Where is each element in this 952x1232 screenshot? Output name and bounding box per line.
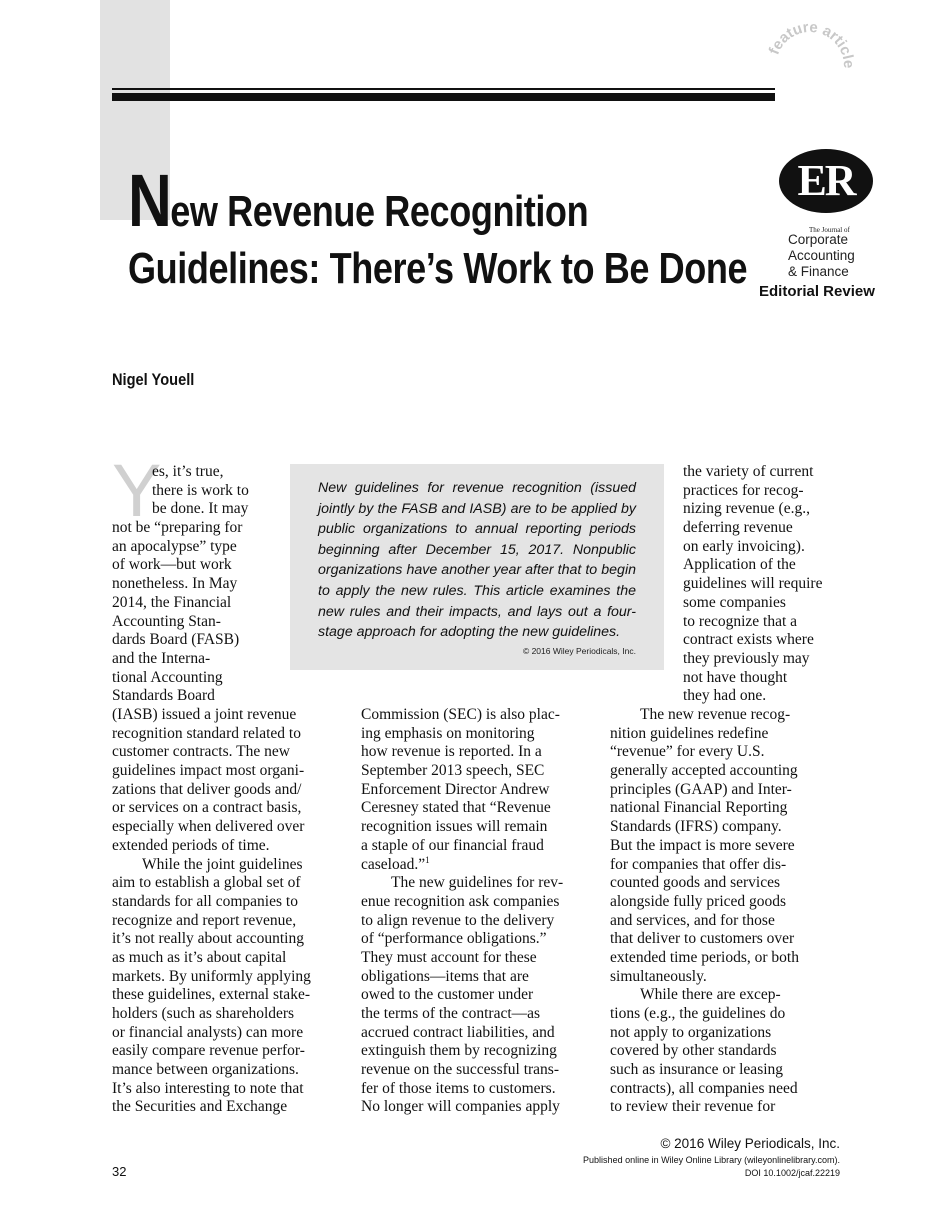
body-text-line: revenue on the successful trans- [361, 1061, 559, 1079]
body-text-line: nition guidelines redefine [610, 724, 769, 742]
body-text-line: nonetheless. In May [112, 575, 238, 593]
body-text-line: “revenue” for every U.S. [610, 743, 765, 761]
body-text-line: While there are excep- [640, 986, 781, 1004]
body-text-line: national Financial Reporting [610, 799, 788, 817]
body-text-line: obligations—items that are [361, 967, 529, 985]
body-text-line: especially when delivered over [112, 818, 305, 836]
body-text-line: extended periods of time. [112, 836, 270, 854]
body-text-line: generally accepted accounting [610, 762, 798, 780]
body-text-line: recognition standard related to [112, 724, 301, 742]
journal-name [788, 232, 855, 280]
body-text-line: to recognize that a [683, 612, 798, 630]
body-text-line: of work—but work [112, 556, 232, 574]
body-text-line: extinguish them by recognizing [361, 1042, 557, 1060]
body-text-line: (IASB) issued a joint revenue [112, 706, 297, 723]
body-text-line: some companies [683, 593, 786, 611]
body-column-3-top [683, 463, 822, 706]
body-text-line: for companies that offer dis- [610, 855, 787, 873]
journal-logo: ER [779, 149, 873, 213]
top-rule-thick [112, 93, 775, 101]
body-text-line: that deliver to customers over [610, 930, 795, 948]
body-text-line: be done. It may [152, 500, 249, 518]
article-title [128, 159, 748, 302]
body-text-line: it’s not really about accounting [112, 930, 304, 948]
body-text-line: or services on a contract basis, [112, 799, 302, 817]
body-text-line: guidelines will require [683, 575, 823, 593]
body-text-line: 2014, the Financial [112, 593, 232, 611]
body-text-line: to align revenue to the delivery [361, 911, 555, 929]
body-text-line: es, it’s true, [152, 463, 224, 480]
abstract-text: New guidelines for revenue recognition (issued jointly by the FASB and IASB) are to be applied by public organizations to annual reporting periods beginning after December 15, 2017. Nonpublic organizations have another year after that to begin to apply the new rules. This article examines the new rules and their impacts, and lays out a four-stage approach for adopting the new guidelines. [318, 480, 636, 641]
body-text-line: and the Interna- [112, 649, 211, 667]
body-text-line: deferring revenue [683, 519, 793, 537]
body-text-line: guidelines impact most organi- [112, 762, 305, 780]
body-text-line: caseload.”$^1$ [361, 854, 430, 873]
body-text-line: markets. By uniformly applying [112, 967, 311, 985]
body-text-line: the variety of current [683, 463, 814, 480]
journal-prefix: The Journal of [809, 226, 850, 234]
body-text-line: and services, and for those [610, 911, 775, 929]
body-text-line: They must account for these [361, 948, 537, 966]
abstract-copyright: © 2016 Wiley Periodicals, Inc. [522, 646, 636, 656]
body-text-line: The new revenue recog- [640, 706, 791, 723]
body-text-line: fer of those items to customers. [361, 1079, 556, 1097]
body-text-line: nizing revenue (e.g., [683, 500, 810, 518]
body-text-line: these guidelines, external stake- [112, 986, 310, 1004]
body-text-line: the Securities and Exchange [112, 1098, 288, 1116]
body-text-line: Ceresney stated that “Revenue [361, 799, 551, 817]
journal-name-line: & Finance [788, 264, 849, 279]
body-text-line: zations that deliver goods and/ [112, 780, 302, 798]
feature-article-badge [760, 16, 860, 116]
body-text-line: But the impact is more severe [610, 836, 795, 854]
body-text-line: No longer will companies apply [361, 1098, 560, 1116]
body-column-2 [361, 706, 563, 1117]
body-dropcap: Y [112, 449, 162, 532]
body-text-line: easily compare revenue perfor- [112, 1042, 305, 1060]
body-text-line: principles (GAAP) and Inter- [610, 780, 792, 798]
body-text-line: Standards (IFRS) company. [610, 818, 782, 836]
body-text-line: Commission (SEC) is also plac- [361, 706, 560, 723]
body-text-line: how revenue is reported. In a [361, 743, 542, 761]
body-text-line: customer contracts. The new [112, 743, 290, 761]
body-text-line: as much as it’s about capital [112, 948, 287, 966]
body-text-line: of “performance obligations.” [361, 930, 547, 948]
body-text-line: ing emphasis on monitoring [361, 724, 535, 742]
body-text-line: they previously may [683, 649, 810, 667]
body-text-line: accrued contract liabilities, and [361, 1023, 555, 1041]
body-text-line: mance between organizations. [112, 1061, 299, 1079]
body-text-line: Application of the [683, 556, 796, 574]
body-text-line: tions (e.g., the guidelines do [610, 1005, 786, 1022]
body-text-line: such as insurance or leasing [610, 1061, 784, 1079]
body-column-1-bottom [112, 706, 311, 1117]
body-text-line: the terms of the contract—as [361, 1005, 541, 1022]
body-text-line: covered by other standards [610, 1042, 777, 1060]
body-text-line: there is work to [152, 481, 249, 499]
body-text-line: not be “preparing for [112, 519, 243, 537]
body-text-line: September 2013 speech, SEC [361, 762, 545, 780]
body-text-line: contract exists where [683, 631, 814, 649]
body-text-line: a staple of our financial fraud [361, 836, 544, 854]
body-text-line: While the joint guidelines [142, 855, 303, 873]
body-column-1-top [112, 463, 249, 706]
body-text-line: not have thought [683, 668, 788, 686]
journal-name-line: Corporate [788, 232, 849, 247]
footer-copyright: © 2016 Wiley Periodicals, Inc. [660, 1136, 840, 1151]
body-text-line: Accounting Stan- [112, 612, 221, 630]
body-text-line: contracts), all companies need [610, 1079, 798, 1097]
title-line-2: Guidelines: There’s Work to Be Done [128, 244, 748, 293]
author-name: Nigel Youell [112, 370, 195, 389]
body-text-line: recognition issues will remain [361, 818, 548, 836]
body-text-line: an apocalypse” type [112, 537, 237, 555]
body-text-line: extended time periods, or both [610, 948, 799, 966]
body-text-line: recognize and report revenue, [112, 911, 297, 929]
body-text-line: not apply to organizations [610, 1023, 772, 1041]
body-text-line: simultaneously. [610, 967, 707, 985]
footer-doi: DOI 10.1002/jcaf.22219 [744, 1168, 840, 1178]
body-text-line: owed to the customer under [361, 986, 534, 1004]
top-rule-thin [112, 88, 775, 90]
body-text-line: The new guidelines for rev- [391, 874, 564, 892]
footnote-marker: 1 [425, 854, 430, 865]
body-text-line: practices for recog- [683, 481, 804, 499]
body-text-line: counted goods and services [610, 874, 781, 892]
body-text-line: or financial analysts) can more [112, 1023, 304, 1041]
body-text-line: Enforcement Director Andrew [361, 780, 550, 798]
feature-article-label: feature article [765, 18, 858, 69]
body-text-line: alongside fully priced goods [610, 892, 787, 910]
body-text-line: Standards Board [112, 687, 215, 705]
title-initial: N [128, 159, 171, 242]
body-text-line: to review their revenue for [610, 1098, 776, 1116]
journal-name-line: Accounting [788, 248, 855, 263]
body-text-line: It’s also interesting to note that [112, 1079, 304, 1097]
page-number: 32 [112, 1164, 127, 1179]
body-text-line: standards for all companies to [112, 892, 298, 910]
body-text-line: they had one. [683, 687, 767, 705]
body-text-line: enue recognition ask companies [361, 892, 560, 910]
footer-published: Published online in Wiley Online Library (wileyonlinelibrary.com). [583, 1155, 840, 1165]
title-line-1: ew Revenue Recognition [170, 187, 589, 236]
body-text-line: on early invoicing). [683, 537, 805, 555]
body-text-line: aim to establish a global set of [112, 874, 301, 892]
body-text-line: dards Board (FASB) [112, 631, 240, 649]
body-column-3-bottom [610, 706, 799, 1117]
body-text-line: holders (such as shareholders [112, 1005, 295, 1022]
section-label: Editorial Review [759, 283, 875, 300]
body-text-line: tional Accounting [112, 668, 223, 686]
